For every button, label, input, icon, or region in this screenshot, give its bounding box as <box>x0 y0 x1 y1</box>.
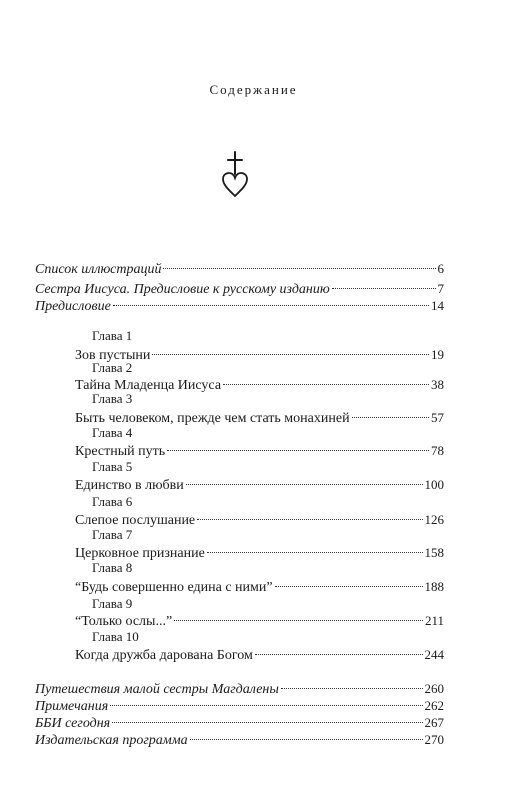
dot-leader <box>275 586 423 587</box>
dot-leader <box>352 417 429 418</box>
chapter-label: Глава 10 <box>92 629 139 644</box>
entry-title: Церковное признание <box>75 546 205 561</box>
dot-leader <box>186 484 423 485</box>
entry-page: 244 <box>424 647 444 662</box>
entry-title: Предисловие <box>35 299 111 314</box>
dot-leader <box>255 654 423 655</box>
chapter-label: Глава 3 <box>92 391 133 406</box>
toc-entry-chapter-10[interactable] <box>75 646 444 665</box>
entry-page: 38 <box>431 377 444 392</box>
entry-page: 260 <box>424 681 444 696</box>
entry-page: 188 <box>424 579 444 594</box>
chapter-label: Глава 7 <box>92 527 133 542</box>
entry-page: 262 <box>424 698 444 713</box>
entry-page: 78 <box>431 443 444 458</box>
entry-title: Когда дружба дарована Богом <box>75 648 253 663</box>
entry-page: 6 <box>437 261 444 276</box>
chapter-label: Глава 6 <box>92 494 133 509</box>
entry-page: 7 <box>437 281 444 296</box>
toc-entry-chapter-5[interactable] <box>75 476 444 495</box>
entry-title: Путешествия малой сестры Магдалены <box>35 682 279 697</box>
toc-entry-back-4[interactable] <box>35 731 444 750</box>
entry-title: Слепое послушание <box>75 513 196 528</box>
dot-leader <box>281 688 423 689</box>
chapter-label: Глава 2 <box>92 360 133 375</box>
chapter-label: Глава 1 <box>92 328 133 343</box>
entry-title: Тайна Младенца Иисуса <box>75 378 222 393</box>
dot-leader <box>167 450 429 451</box>
dot-leader <box>152 354 429 355</box>
chapter-label: Глава 9 <box>92 596 133 611</box>
entry-title: Крестный путь <box>75 444 166 459</box>
chapter-label: Глава 5 <box>92 459 133 474</box>
entry-title: Быть человеком, прежде чем стать монахиней <box>75 411 350 426</box>
dot-leader <box>113 305 429 306</box>
chapter-label: Глава 8 <box>92 560 133 575</box>
dot-leader <box>112 722 422 723</box>
page-title: Содержание <box>209 82 298 97</box>
entry-page: 158 <box>424 545 444 560</box>
entry-title: Зов пустыни <box>75 348 151 363</box>
entry-page: 19 <box>431 347 444 362</box>
toc-entry-chapter-8[interactable] <box>75 578 444 597</box>
entry-page: 57 <box>431 410 444 425</box>
entry-title: Список иллюстраций <box>35 262 162 277</box>
entry-title: Издательская программа <box>35 733 188 748</box>
entry-title: Примечания <box>35 699 109 714</box>
dot-leader <box>163 268 435 269</box>
entry-page: 270 <box>424 732 444 747</box>
toc-entry-front-1[interactable] <box>35 260 444 279</box>
dot-leader <box>190 739 423 740</box>
dot-leader <box>223 384 429 385</box>
entry-page: 211 <box>424 613 444 628</box>
entry-page: 126 <box>424 512 444 527</box>
dot-leader <box>174 620 423 621</box>
entry-title: ББИ сегодня <box>35 716 111 731</box>
dot-leader <box>197 519 422 520</box>
entry-page: 14 <box>431 298 444 313</box>
entry-title: Сестра Иисуса. Предисловие к русскому изданию <box>35 282 330 297</box>
entry-page: 100 <box>424 477 444 492</box>
toc-entry-front-3[interactable] <box>35 297 444 316</box>
entry-page: 267 <box>424 715 444 730</box>
dot-leader <box>332 288 436 289</box>
entry-title: Единство в любви <box>75 478 184 493</box>
dot-leader <box>207 552 423 553</box>
dot-leader <box>110 705 422 706</box>
entry-title: “Только ослы...” <box>75 614 173 629</box>
entry-title: “Будь совершенно едина с ними” <box>75 580 273 595</box>
chapter-label: Глава 4 <box>92 425 133 440</box>
